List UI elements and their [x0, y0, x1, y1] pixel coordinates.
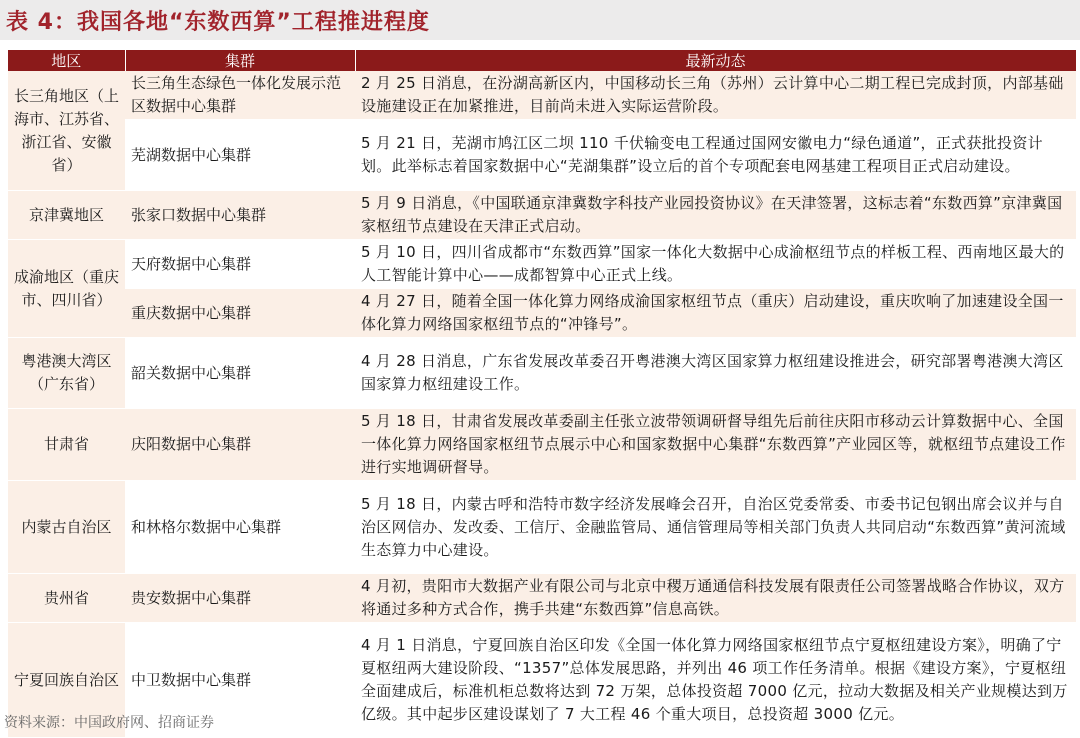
region-cell: 宁夏回族自治区 [8, 623, 125, 738]
cluster-cell: 庆阳数据中心集群 [125, 409, 355, 481]
header-region: 地区 [8, 50, 125, 71]
news-cell: 4 月初，贵阳市大数据产业有限公司与北京中稷万通通信科技发展有限责任公司签署战略合作协议，双方将通过多种方式合作，携手共建“东数西算”信息高铁。 [355, 574, 1076, 623]
news-cell: 5 月 9 日消息，《中国联通京津冀数字科技产业园投资协议》在天津签署，这标志着“东数西算”京津冀国家枢纽节点建设在天津正式启动。 [355, 191, 1076, 240]
table-row [8, 240, 1076, 289]
table-title: 表 4：我国各地“东数西算”工程推进程度 [0, 0, 1080, 40]
cluster-cell: 天府数据中心集群 [125, 240, 355, 289]
cluster-cell: 中卫数据中心集群 [125, 623, 355, 738]
table-row [8, 71, 1076, 120]
news-cell: 2 月 25 日消息，在汾湖高新区内，中国移动长三角（苏州）云计算中心二期工程已完成封顶，内部基础设施建设正在加紧推进，目前尚未进入实际运营阶段。 [355, 71, 1076, 120]
cluster-cell: 和林格尔数据中心集群 [125, 481, 355, 574]
cluster-cell: 芜湖数据中心集群 [125, 120, 355, 191]
cluster-cell: 长三角生态绿色一体化发展示范区数据中心集群 [125, 71, 355, 120]
news-cell: 4 月 28 日消息，广东省发展改革委召开粤港澳大湾区国家算力枢纽建设推进会，研究部署粤港澳大湾区国家算力枢纽建设工作。 [355, 338, 1076, 409]
region-cell: 粤港澳大湾区（广东省） [8, 338, 125, 409]
table-header-row [8, 50, 1076, 71]
news-cell: 5 月 10 日，四川省成都市“东数西算”国家一体化大数据中心成渝枢纽节点的样板工程、西南地区最大的人工智能计算中心——成都智算中心正式上线。 [355, 240, 1076, 289]
table-row [8, 481, 1076, 574]
table-row [8, 338, 1076, 409]
region-cell: 长三角地区（上海市、江苏省、浙江省、安徽省） [8, 71, 125, 191]
region-cell: 甘肃省 [8, 409, 125, 481]
news-cell: 5 月 18 日，内蒙古呼和浩特市数字经济发展峰会召开，自治区党委常委、市委书记包钢出席会议并与自治区网信办、发改委、工信厅、金融监管局、通信管理局等相关部门负责人共同启动“东数西算”黄河流域生态算力中心建设。 [355, 481, 1076, 574]
cluster-cell: 贵安数据中心集群 [125, 574, 355, 623]
cluster-cell: 张家口数据中心集群 [125, 191, 355, 240]
region-cell: 京津冀地区 [8, 191, 125, 240]
cluster-cell: 韶关数据中心集群 [125, 338, 355, 409]
table-row [8, 574, 1076, 623]
table-row [8, 409, 1076, 481]
header-news: 最新动态 [355, 50, 1076, 71]
table-row [8, 289, 1076, 338]
region-cell: 内蒙古自治区 [8, 481, 125, 574]
news-cell: 4 月 27 日，随着全国一体化算力网络成渝国家枢纽节点（重庆）启动建设，重庆吹响了加速建设全国一体化算力网络国家枢纽节点的“冲锋号”。 [355, 289, 1076, 338]
news-cell: 5 月 18 日，甘肃省发展改革委副主任张立波带领调研督导组先后前往庆阳市移动云计算数据中心、全国一体化算力网络国家枢纽节点展示中心和国家数据中心集群“东数西算”产业园区等，就枢纽节点建设工作进行实地调研督导。 [355, 409, 1076, 481]
table-row [8, 191, 1076, 240]
table-row [8, 120, 1076, 191]
news-cell: 5 月 21 日，芜湖市鸠江区二坝 110 千伏输变电工程通过国网安徽电力“绿色通道”，正式获批投资计划。此举标志着国家数据中心“芜湖集群”设立后的首个专项配套电网基建工程项目正式启动建设。 [355, 120, 1076, 191]
cluster-cell: 重庆数据中心集群 [125, 289, 355, 338]
region-cell: 贵州省 [8, 574, 125, 623]
region-cell: 成渝地区（重庆市、四川省） [8, 240, 125, 338]
news-cell: 4 月 1 日消息，宁夏回族自治区印发《全国一体化算力网络国家枢纽节点宁夏枢纽建设方案》，明确了宁夏枢纽两大建设阶段、“1357”总体发展思路，并列出 46 项工作任务清单。根据《建设方案》，宁夏枢纽全面建成后，标准机柜总数将达到 72 万架，总体投资超 7000 亿元，拉动大数据及相关产业规模达到万亿级。其中起步区建设谋划了 7 大工程 46 个重大项目，总投资超 3000 亿元。 [355, 623, 1076, 738]
source-note: 资料来源：中国政府网、招商证券 [4, 715, 214, 731]
progress-table [8, 50, 1077, 738]
header-cluster: 集群 [125, 50, 355, 71]
